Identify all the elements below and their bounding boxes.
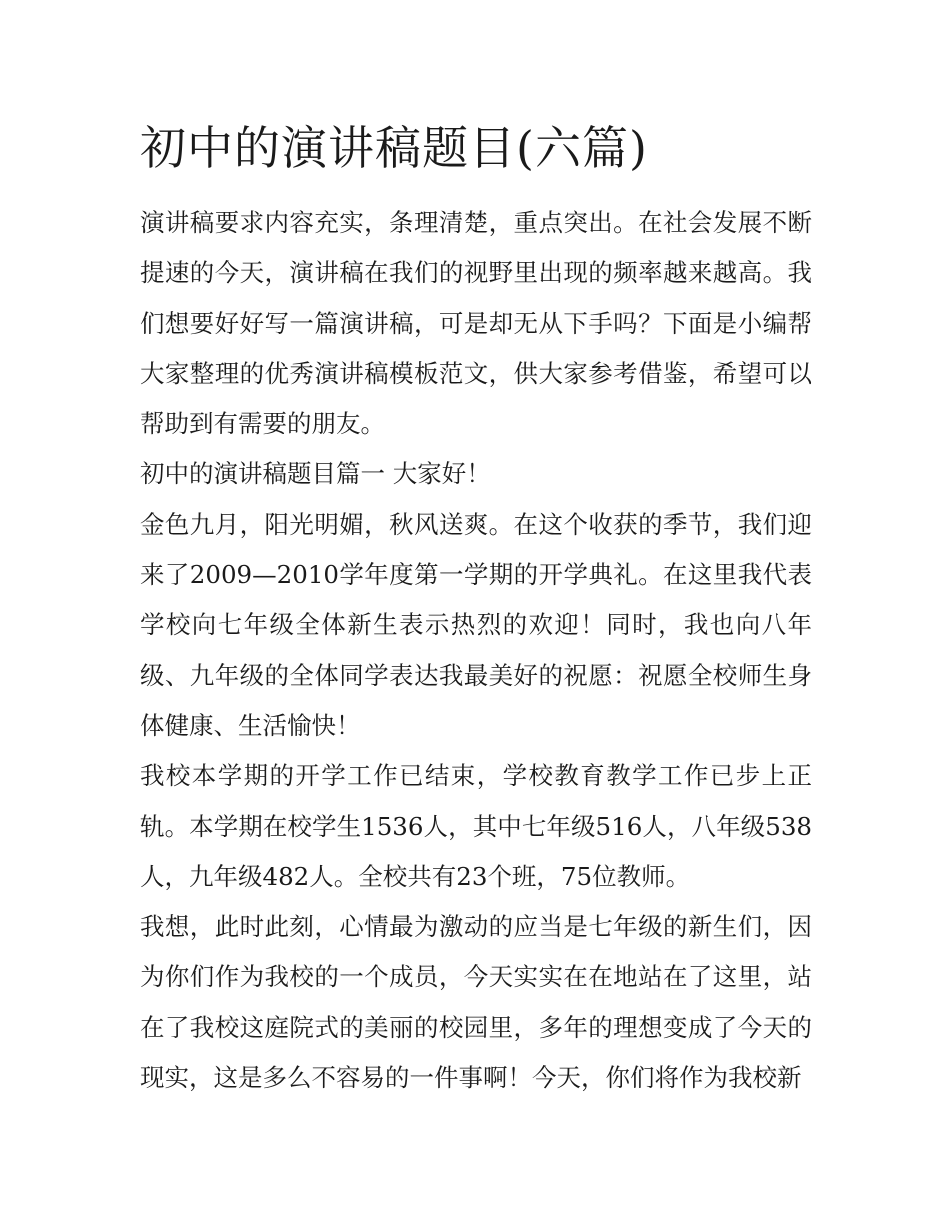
document-page (140, 112, 812, 1103)
paragraph-new-students: 我想，此时此刻，心情最为激动的应当是七年级的新生们，因为你们作为我校的一个成员，今天实实在在地站在了这里，站在了我校这庭院式的美丽的校园里，多年的理想变成了今天的现实，这是多么不容易的一件事啊！今天，你们将作为我校新 (140, 912, 812, 1093)
paragraph-school-stats: 我校本学期的开学工作已结束，学校教育教学工作已步上正轨。本学期在校学生1536人，其中七年级516人，八年级538人，九年级482人。全校共有23个班，75位教师。 (140, 761, 812, 891)
paragraph-welcome: 金色九月，阳光明媚，秋风送爽。在这个收获的季节，我们迎来了2009—2010学年度第一学期的开学典礼。在这里我代表学校向七年级全体新生表示热烈的欢迎！同时，我也向八年级、九年级的全体同学表达我最美好的祝愿：祝愿全校师生身体健康、生活愉快！ (140, 509, 812, 740)
paragraph-speech-one-greeting: 初中的演讲稿题目篇一 大家好！ (140, 459, 491, 489)
paragraph-intro: 演讲稿要求内容充实，条理清楚，重点突出。在社会发展不断提速的今天，演讲稿在我们的视野里出现的频率越来越高。我们想要好好写一篇演讲稿，可是却无从下手吗？下面是小编帮大家整理的优秀演讲稿模板范文，供大家参考借鉴，希望可以帮助到有需要的朋友。 (140, 208, 812, 439)
document-title: 初中的演讲稿题目(六篇) (140, 121, 648, 175)
